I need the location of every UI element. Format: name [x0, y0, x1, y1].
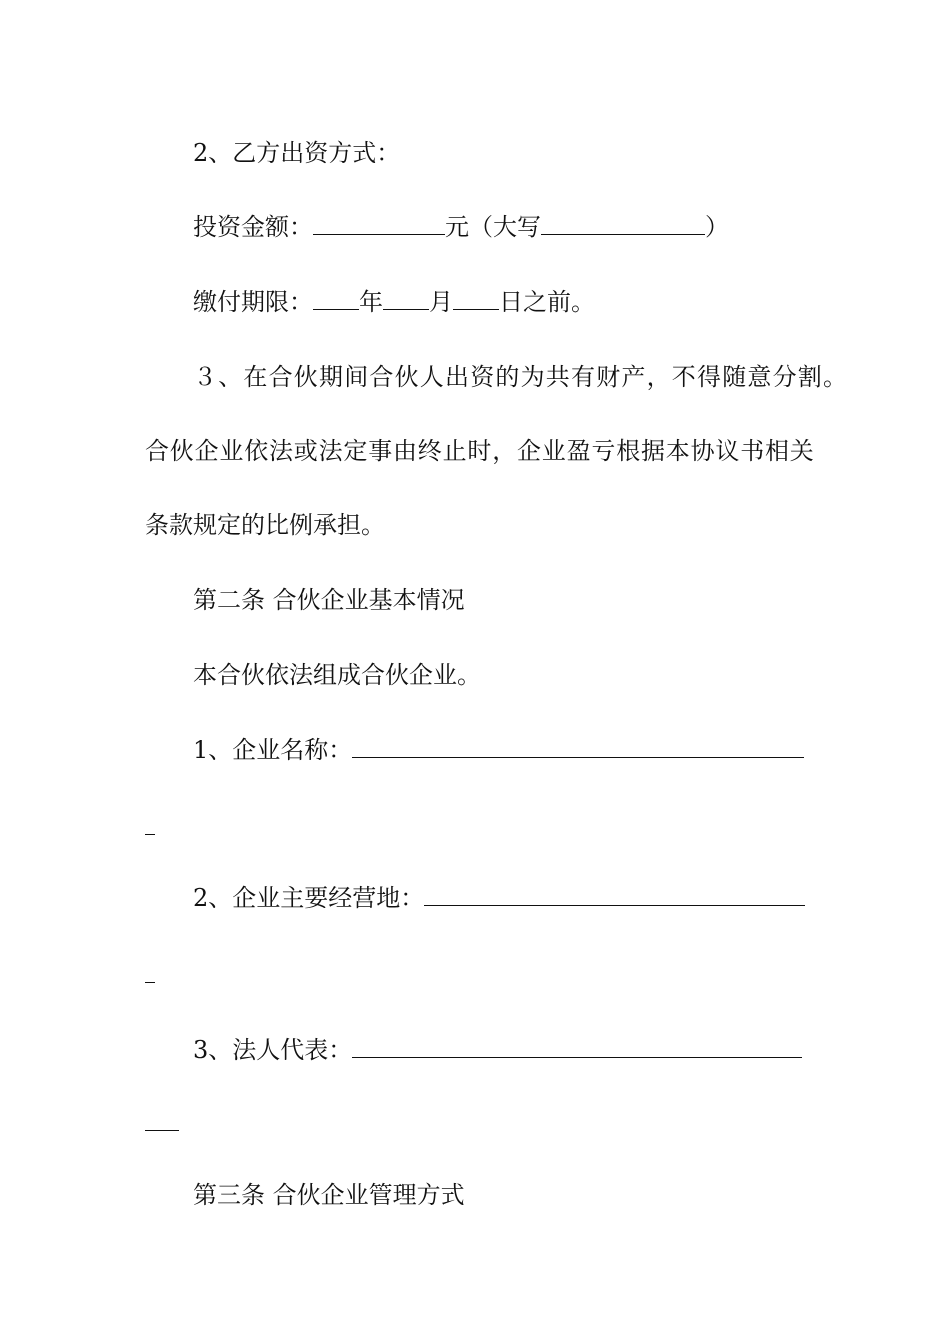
payment-day-suffix: 日之前。 [499, 288, 595, 316]
field-legal-representative [193, 1035, 802, 1065]
investment-amount-label: 投资金额： [193, 213, 313, 241]
payment-month-label: 月 [429, 288, 453, 316]
investment-amount-words-blank[interactable] [541, 212, 705, 235]
business-address-blank[interactable] [424, 883, 805, 906]
article2-title: 第二条 合伙企业基本情况 [193, 586, 465, 614]
article3-title: 第三条 合伙企业管理方式 [193, 1181, 465, 1209]
article2-intro: 本合伙依法组成合伙企业。 [193, 661, 481, 689]
payment-day-blank[interactable] [453, 287, 499, 310]
payment-year-label: 年 [359, 288, 383, 316]
enterprise-name-blank[interactable] [352, 735, 804, 758]
payment-month-blank[interactable] [383, 287, 429, 310]
field-legal-representative-label: 3、法人代表： [193, 1036, 353, 1064]
field-enterprise-name [193, 735, 804, 765]
payment-deadline-line [193, 287, 595, 317]
legal-representative-blank-continuation [145, 1130, 179, 1131]
investment-amount-blank[interactable] [313, 212, 445, 235]
clause3-line3: 条款规定的比例承担。 [145, 511, 385, 539]
legal-representative-blank[interactable] [352, 1035, 802, 1058]
investment-method-heading: 2、乙方出资方式： [193, 139, 401, 167]
payment-year-blank[interactable] [313, 287, 359, 310]
investment-amount-line [193, 212, 729, 242]
field-enterprise-name-label: 1、企业名称： [193, 736, 353, 764]
payment-deadline-label: 缴付期限： [193, 288, 313, 316]
clause3-line2: 合伙企业依法或法定事由终止时，企业盈亏根据本协议书相关 [145, 437, 815, 465]
investment-amount-unit: 元（大写 [445, 213, 541, 241]
investment-amount-close: ） [705, 213, 729, 241]
business-address-blank-continuation [145, 982, 155, 983]
enterprise-name-blank-continuation [145, 834, 155, 835]
field-business-address-label: 2、企业主要经营地： [193, 884, 425, 912]
clause3-line1: ３、在合伙期间合伙人出资的为共有财产，不得随意分割。 [193, 363, 849, 391]
field-business-address [193, 883, 805, 913]
